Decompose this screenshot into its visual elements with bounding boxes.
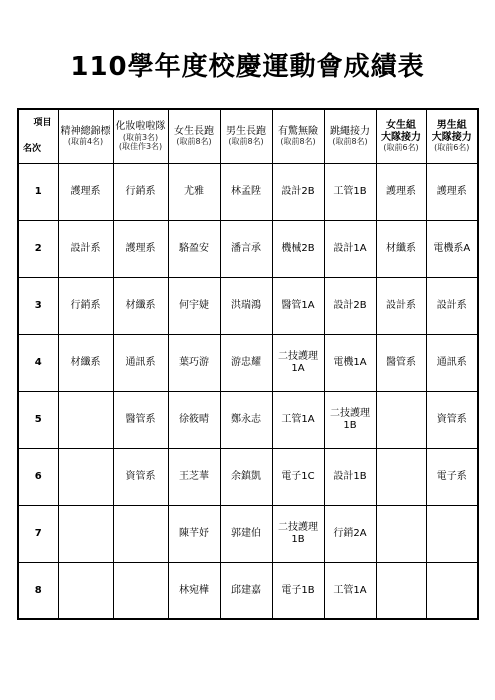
table-row [18,277,478,334]
result-cell: 行銷系 [113,163,168,220]
result-cell: 余鎮凱 [220,448,272,505]
result-cell: 葉巧游 [168,334,220,391]
result-cell: 設計2B [324,277,376,334]
column-header-name-line2: 大隊接力 [431,131,472,143]
column-header-note: (取前6名) [383,143,419,153]
column-header [168,109,220,163]
rank-cell: 5 [18,391,58,448]
column-header-note: (取前8名) [280,137,316,147]
column-header-name: 男生組 [436,120,467,132]
result-cell [58,391,113,448]
column-header-name: 男生長跑 [226,125,266,137]
result-cell: 王芝華 [168,448,220,505]
result-cell: 潘言承 [220,220,272,277]
result-cell [376,448,426,505]
result-cell: 何宇婕 [168,277,220,334]
result-cell: 設計1B [324,448,376,505]
result-cell: 設計2B [272,163,324,220]
result-cell: 機械2B [272,220,324,277]
column-header-name: 精神總錦標 [60,125,111,137]
result-cell: 二技護理1B [324,391,376,448]
result-cell: 林宛樺 [168,562,220,619]
results-table [17,108,479,620]
result-cell: 材纖系 [58,334,113,391]
result-cell: 工管1A [324,562,376,619]
table-row [18,505,478,562]
rank-cell: 6 [18,448,58,505]
table-row [18,334,478,391]
result-cell: 醫管1A [272,277,324,334]
result-cell [376,562,426,619]
result-cell: 醫管系 [376,334,426,391]
column-header-note: (取佳作3名) [118,142,163,151]
column-header [113,109,168,163]
rank-cell: 3 [18,277,58,334]
rank-cell: 2 [18,220,58,277]
header-row [18,109,478,163]
result-cell: 行銷2A [324,505,376,562]
table-row [18,391,478,448]
page-title: 110學年度校慶運動會成績表 [70,52,425,82]
result-cell: 行銷系 [58,277,113,334]
result-cell [426,505,478,562]
result-cell: 護理系 [426,163,478,220]
rank-cell: 1 [18,163,58,220]
rank-cell: 7 [18,505,58,562]
table-row [18,220,478,277]
column-header-note: (取前8名) [332,137,368,147]
result-cell: 電子系 [426,448,478,505]
result-cell: 工管1B [324,163,376,220]
column-header-name: 化妝啦啦隊 [115,121,166,133]
result-cell: 電子1B [272,562,324,619]
column-header-name-line2: 大隊接力 [381,131,421,143]
column-header-note: (取前8名) [228,137,264,147]
result-cell: 徐筱晴 [168,391,220,448]
result-cell: 材纖系 [113,277,168,334]
result-cell: 護理系 [58,163,113,220]
column-header-note: (取前6名) [434,143,470,153]
corner-item-label: 項目 [33,118,52,128]
column-header-name: 有驚無險 [278,125,318,137]
table-row [18,163,478,220]
column-header [220,109,272,163]
column-header [272,109,324,163]
column-header [324,109,376,163]
result-cell [113,505,168,562]
column-header-name: 女生組 [386,120,416,132]
result-cell [58,505,113,562]
rank-cell: 4 [18,334,58,391]
corner-header-cell [18,109,58,163]
result-cell: 材纖系 [376,220,426,277]
result-cell [376,391,426,448]
column-header-note: (取前4名) [67,137,104,147]
table-row [18,562,478,619]
result-cell: 游忠耀 [220,334,272,391]
result-cell: 尤雅 [168,163,220,220]
result-cell: 資管系 [113,448,168,505]
result-cell: 醫管系 [113,391,168,448]
result-cell [426,562,478,619]
result-cell [113,562,168,619]
results-table-body [18,163,478,619]
result-cell: 設計1A [324,220,376,277]
result-cell [376,505,426,562]
column-header-name: 女生長跑 [174,125,214,137]
column-header-name: 跳繩接力 [330,125,370,137]
result-cell: 電子1C [272,448,324,505]
result-cell: 電機1A [324,334,376,391]
column-header [426,109,478,163]
table-row [18,448,478,505]
result-cell: 設計系 [426,277,478,334]
corner-rank-label: 名次 [23,144,42,155]
result-cell: 洪瑞鴻 [220,277,272,334]
column-header [376,109,426,163]
column-header [58,109,113,163]
result-cell: 陳芊妤 [168,505,220,562]
result-cell: 通訊系 [426,334,478,391]
result-cell: 護理系 [376,163,426,220]
result-cell: 林孟陞 [220,163,272,220]
result-cell: 二技護理1A [272,334,324,391]
result-cell: 工管1A [272,391,324,448]
column-header-note: (取前8名) [176,137,212,147]
result-cell [58,562,113,619]
result-cell: 設計系 [376,277,426,334]
result-cell: 二技護理1B [272,505,324,562]
result-cell: 郭建伯 [220,505,272,562]
result-cell: 資管系 [426,391,478,448]
result-cell: 通訊系 [113,334,168,391]
result-cell: 邱建嘉 [220,562,272,619]
result-cell: 鄭永志 [220,391,272,448]
rank-cell: 8 [18,562,58,619]
result-cell [58,448,113,505]
result-cell: 設計系 [58,220,113,277]
result-cell: 駱盈安 [168,220,220,277]
result-cell: 電機系A [426,220,478,277]
column-header-note: (取前3名) [122,132,159,142]
result-cell: 護理系 [113,220,168,277]
